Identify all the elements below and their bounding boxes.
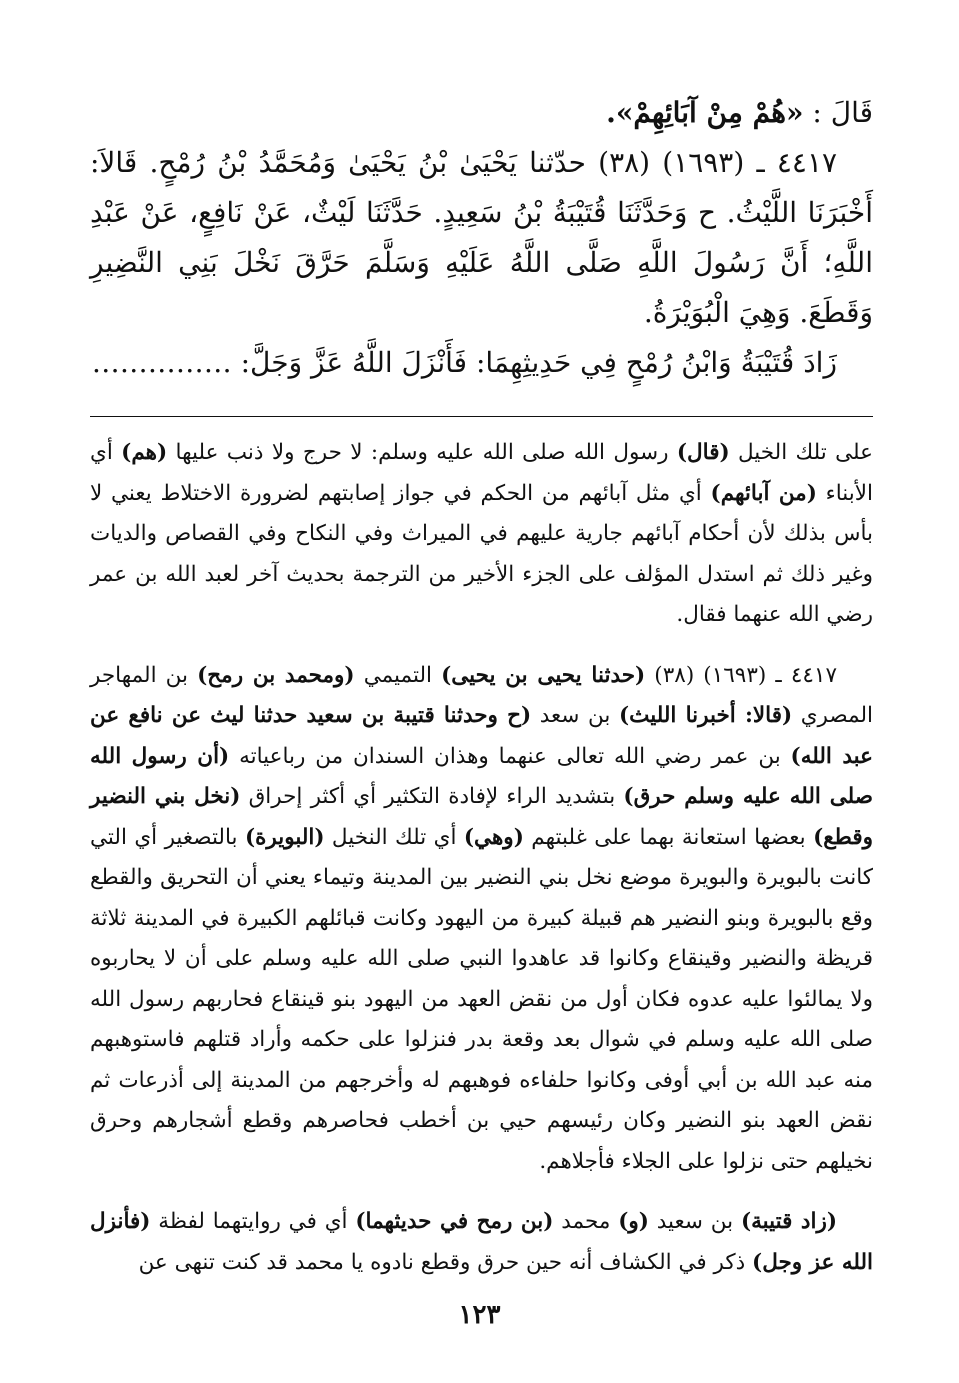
quoted-phrase: (بن رمح في حديثهما) bbox=[355, 1209, 554, 1234]
quoted-phrase: (ح وحدثنا قتيبة بن سعيد حدثنا ليث عن نافع عن عبد الله) bbox=[90, 703, 873, 769]
commentary-text: التميمي bbox=[354, 662, 442, 688]
hadith-number: ٤٤١٧ ـ (١٦٩٣) (٣٨) bbox=[585, 146, 838, 179]
commentary-block bbox=[90, 433, 873, 1283]
commentary-text: بن المهاجر المصري bbox=[90, 662, 874, 728]
commentary-text: بعضها استعانة بهما على غلبتهم bbox=[523, 824, 814, 850]
quoted-phrase: (قالا: أخبرنا الليث) bbox=[618, 703, 793, 728]
qala-quote: «هُمْ مِنْ آبَائِهِمْ». bbox=[606, 96, 804, 129]
quoted-phrase: (زاد قتيبة) bbox=[740, 1209, 837, 1234]
quoted-phrase: (ومحمد بن رمح) bbox=[197, 662, 355, 688]
commentary-text: ٤٤١٧ ـ (١٦٩٣) (٣٨) bbox=[645, 662, 838, 688]
commentary-text: محمد bbox=[553, 1209, 619, 1234]
hadith-text-block bbox=[90, 88, 873, 388]
qala-line bbox=[90, 88, 873, 138]
quoted-phrase: (البويرة) bbox=[244, 824, 325, 850]
qala-word: قَالَ : bbox=[803, 96, 873, 129]
quoted-phrase: (و) bbox=[618, 1209, 649, 1234]
commentary-text: أي تلك النخيل bbox=[324, 824, 464, 850]
commentary-paragraph-3 bbox=[90, 1202, 873, 1283]
commentary-text: رسول الله صلى الله عليه وسلم: لا حرج ولا ذنب عليها bbox=[167, 440, 677, 465]
quoted-phrase: (أن رسول الله صلى الله عليه وسلم حرق) bbox=[90, 743, 874, 809]
quoted-phrase: (حدثنا يحيى بن يحيى) bbox=[441, 662, 646, 688]
quoted-phrase: (قال) bbox=[676, 440, 730, 465]
hadith-body: حدّثنا يَحْيَىٰ بْنُ يَحْيَىٰ وَمُحَمَّدُ بْنُ رُمْحٍ. قَالاَ: أَخْبَرَنَا اللَّيْثُ. ح وَحَدَّثَنَا قُتَيْبَةُ بْنُ سَعِيدٍ. حَدَّثَنَا لَيْثٌ، عَنْ نَافِعٍ، عَنْ عَبْدِ اللَّهِ؛ أَنَّ رَسُولَ اللَّهِ صَلَّى اللَّهُ عَلَيْهِ وَسَلَّمَ حَرَّقَ نَخْلَ بَنِي النَّضِيرِ وَقَطَعَ. وَهِيَ الْبُوَيْرَةُ. bbox=[90, 146, 873, 329]
commentary-paragraph-2 bbox=[90, 656, 873, 1183]
zad-line: زَادَ قُتَيْبَةُ وَابْنُ رُمْحٍ فِي حَدِيثِهِمَا: فَأَنْزَلَ اللَّهُ عَزَّ وَجَلَّ: …………… bbox=[91, 346, 837, 379]
quoted-phrase: (هم) bbox=[121, 440, 168, 465]
page-number: ١٢٣ bbox=[458, 1300, 501, 1330]
commentary-text: بن سعيد bbox=[648, 1209, 741, 1234]
commentary-text: بن سعد bbox=[531, 703, 619, 728]
commentary-text: أي الأبناء bbox=[90, 440, 873, 506]
hadith-4417 bbox=[90, 138, 873, 338]
commentary-text: أي مثل آبائهم من الحكم في جواز إصابتهم لضرورة الاختلاط يعني لا بأس بذلك لأن أحكام آبائهم جارية عليهم في الميراث وفي النكاح وفي القصاص والديات وغير ذلك ثم استدل المؤلف على الجزء الأخير من الترجمة بحديث آخر لعبد الله بن عمر رضي الله عنهما فقال. bbox=[90, 480, 873, 627]
quoted-phrase: (وهي) bbox=[463, 824, 524, 850]
commentary-paragraph-1 bbox=[90, 433, 873, 636]
commentary-text: بن عمر رضي الله تعالى عنهما وهذان السندان من رباعياته bbox=[229, 743, 791, 769]
footnote-divider bbox=[90, 416, 873, 417]
commentary-text: بالتصغير أي التي كانت بالبويرة والبويرة موضع نخل بني النضير بين المدينة وتيماء يعني أن التحريق والقطع وقع بالبويرة وبنو النضير هم قبيلة كبيرة من اليهود وكانت قبائلهم الكبيرة في المدينة ثلاثة قريظة والنضير وقينقاع وكانوا قد عاهدوا النبي صلى الله عليه وسلم على أن لا يحاربوه ولا يمالئوا عليه عدوه فكان أول من نقض العهد من اليهود بنو قينقاع فحاربهم رسول الله صلى الله عليه وسلم في شوال بعد وقعة بدر فنزلوا على حكمه وأراد قتلهم فاستوهبهم منه عبد الله بن أبي أوفى وكانوا حلفاءه فوهبهم له وأخرجهم من المدينة إلى أذرعات ثم نقض العهد بنو النضير وكان رئيسهم حيي بن أخطب فحاصرهم وقطع أشجارهم وحرق نخيلهم حتى نزلوا على الجلاء فأجلاهم. bbox=[90, 824, 873, 1174]
commentary-text: أي في روايتهما لفظة bbox=[150, 1209, 356, 1234]
commentary-text: بتشديد الراء لإفادة التكثير أي أكثر إحراق bbox=[240, 784, 624, 809]
commentary-text: ذكر في الكشاف أنه حين حرق وقطع نادوه يا محمد قد كنت تنهى عن bbox=[138, 1249, 753, 1275]
quoted-phrase: (من آبائهم) bbox=[710, 480, 817, 506]
quoted-phrase: (نخل بني النضير وقطع) bbox=[90, 784, 873, 850]
commentary-text: على تلك الخيل bbox=[729, 440, 873, 465]
quoted-phrase: (فأنزل الله عز وجل) bbox=[90, 1209, 873, 1275]
